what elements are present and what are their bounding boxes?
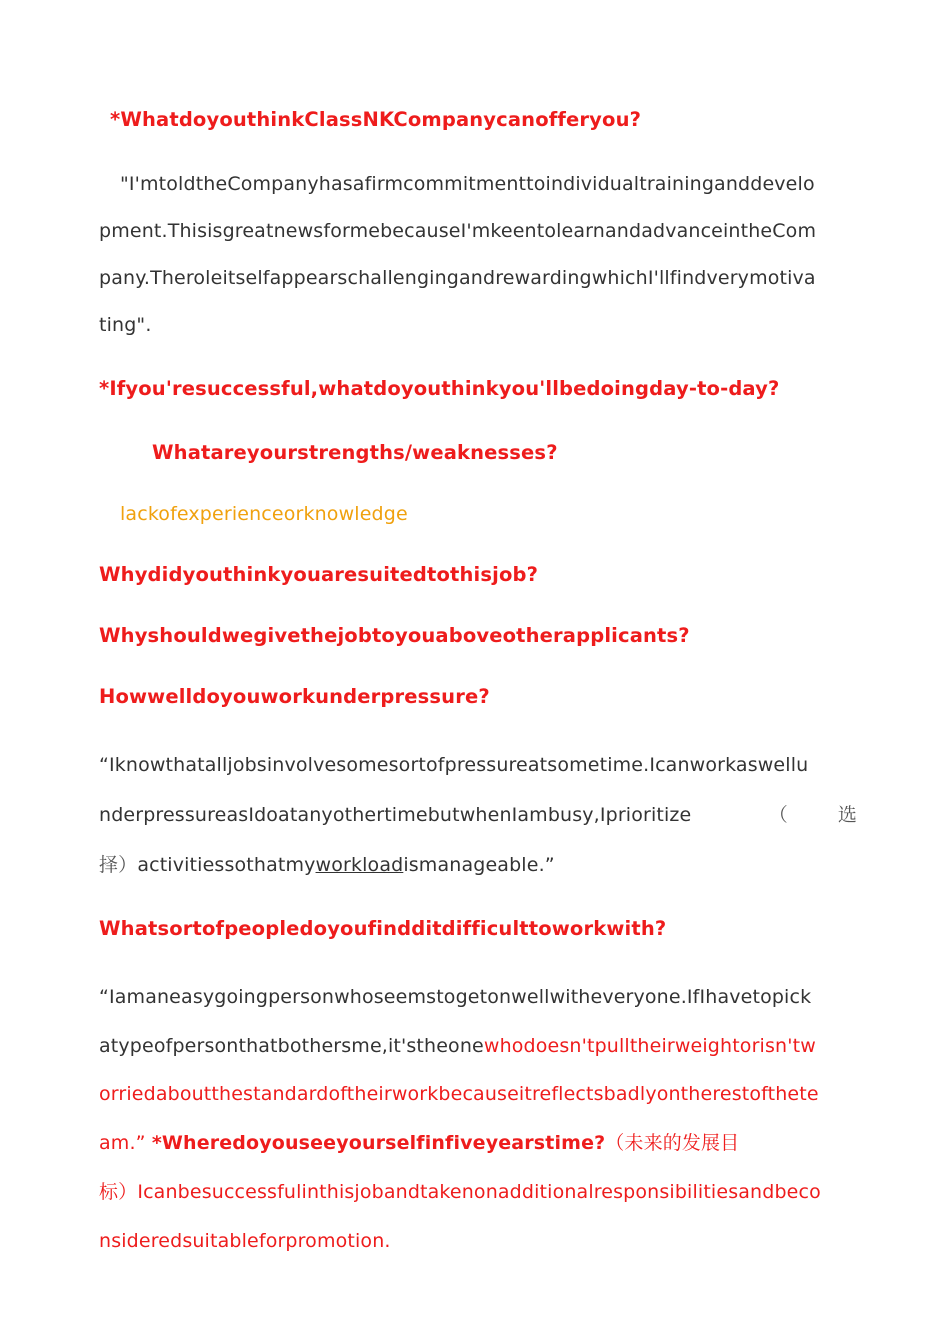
- question-pressure: Howwelldoyouworkunderpressure?: [99, 685, 490, 708]
- cn-text: 择）: [99, 854, 138, 876]
- answer-people-line: “Iamaneasygoingpersonwhoseemstogetonwellwitheveryone.IfIhavetopick: [99, 986, 812, 1008]
- answer-text-red: whodoesn'tpulltheirweightorisn'tw: [483, 1035, 816, 1057]
- question-strengths-weaknesses: Whatareyourstrengths/weaknesses?: [152, 441, 558, 464]
- answer-text-red: Icanbesuccessfulinthisjobandtakenonadditionalresponsibilitiesandbeco: [137, 1181, 821, 1203]
- answer-pressure-line: [99, 853, 859, 877]
- answer-text: activitiessothatmy: [137, 854, 316, 876]
- question-why-you: Whyshouldwegivethejobtoyouaboveotherapplicants?: [99, 624, 690, 647]
- answer-pressure-line: [99, 803, 857, 827]
- question-suited: Whydidyouthinkyouaresuitedtothisjob?: [99, 563, 539, 586]
- cn-paren: （: [768, 804, 788, 826]
- answer-people-line: orriedaboutthestandardoftheirworkbecauseitreflectsbadlyontherestofthete: [99, 1083, 819, 1105]
- answer-weakness: lackofexperienceorknowledge: [120, 503, 408, 525]
- question-company-offer: *WhatdoyouthinkClassNKCompanycanofferyou?: [110, 108, 642, 131]
- question-five-years: *Wheredoyouseeyourselfinfiveyearstime?: [151, 1132, 606, 1154]
- cn-note: 标）: [99, 1181, 138, 1203]
- cn-note: [769, 803, 857, 827]
- answer-people-line: [99, 1131, 859, 1155]
- answer-line: "I'mtoldtheCompanyhasafirmcommitmenttoindividualtraininganddevelo: [120, 173, 815, 195]
- cn-text: 选: [837, 804, 857, 826]
- answer-text: ismanageable.”: [403, 854, 555, 876]
- question-day-to-day: *Ifyou'resuccessful,whatdoyouthinkyou'llbedoingday-to-day?: [99, 377, 780, 400]
- workload-underlined: workload: [315, 854, 404, 876]
- answer-five-years-line: [99, 1180, 859, 1204]
- answer-pressure-line: “Iknowthatalljobsinvolvesomesortofpressureatsometime.Icanworkaswellu: [99, 754, 809, 776]
- answer-line: ting".: [99, 314, 152, 336]
- question-difficult-people: Whatsortofpeopledoyoufindditdifficulttoworkwith?: [99, 917, 667, 940]
- answer-line: pment.ThisisgreatnewsformebecauseI'mkeentolearnandadvanceintheCom: [99, 220, 817, 242]
- answer-text: nderpressureasIdoatanyothertimebutwhenIambusy,Iprioritize: [99, 804, 692, 826]
- answer-text-red: am.”: [99, 1132, 146, 1154]
- cn-note: （未来的发展目: [605, 1132, 740, 1154]
- answer-line: pany.TheroleitselfappearschallengingandrewardingwhichI'llfindverymotiva: [99, 267, 816, 289]
- answer-people-line: [99, 1034, 859, 1058]
- answer-five-years-line: nsideredsuitableforpromotion.: [99, 1230, 391, 1252]
- answer-text: atypeofpersonthatbothersme,it'stheone: [99, 1035, 484, 1057]
